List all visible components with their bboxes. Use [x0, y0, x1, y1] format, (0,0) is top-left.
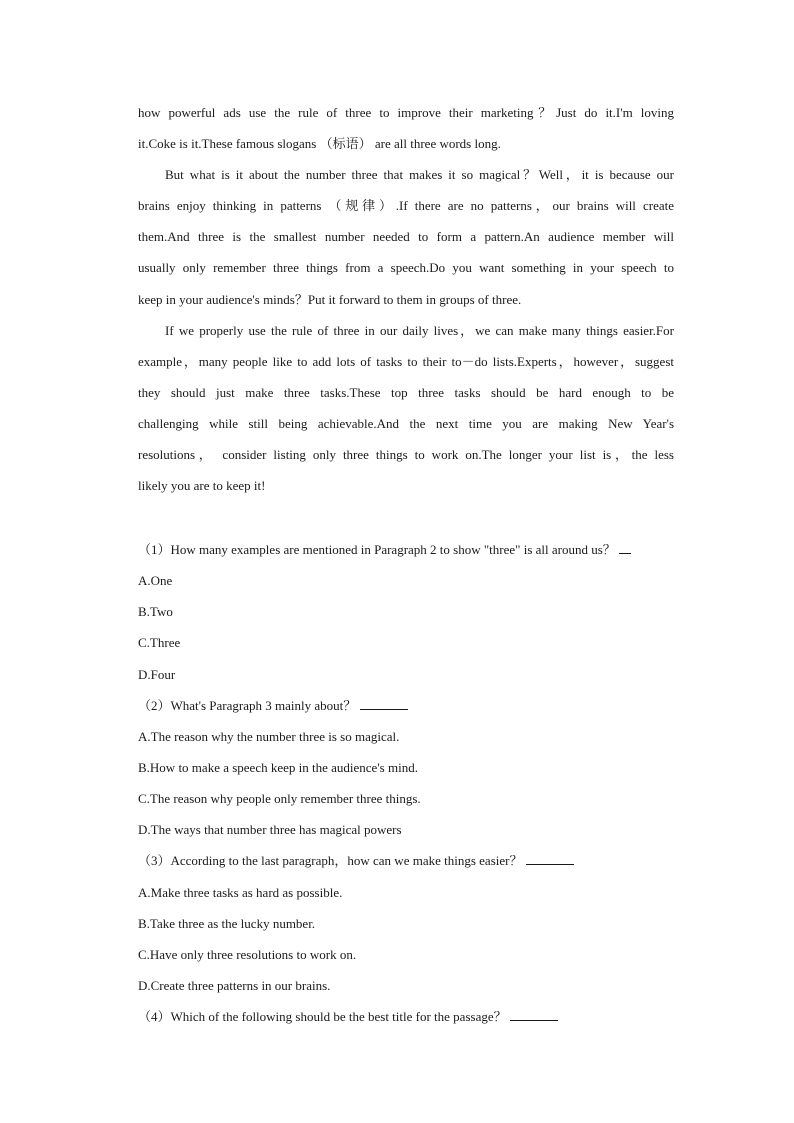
- answer-blank[interactable]: [526, 850, 574, 865]
- option-d[interactable]: D.Create three patterns in our brains.: [138, 977, 331, 993]
- passage-line: challenging while still being achievable.And the next time you are making New Year's: [138, 415, 674, 431]
- question-stem: （2）What's Paragraph 3 mainly about？: [138, 697, 360, 713]
- option-a[interactable]: A.Make three tasks as hard as possible.: [138, 884, 343, 900]
- option-b[interactable]: B.How to make a speech keep in the audience's mind.: [138, 759, 418, 775]
- question-stem: （3）According to the last paragraph，how can we make things easier？: [138, 853, 526, 869]
- answer-blank[interactable]: [360, 695, 408, 710]
- option-c[interactable]: C.Have only three resolutions to work on.: [138, 946, 357, 962]
- option-a[interactable]: A.The reason why the number three is so magical.: [138, 728, 400, 744]
- passage-line: usually only remember three things from a speech.Do you want something in your speech to: [138, 260, 674, 276]
- question-4: [138, 1002, 678, 1033]
- question-3: [138, 846, 678, 877]
- question-list: [138, 535, 678, 1033]
- passage-line: resolutions， consider listing only three things to work on.The longer your list is，the less: [138, 447, 674, 463]
- passage-line: likely you are to keep it!: [138, 478, 266, 494]
- option-c[interactable]: C.Three: [138, 635, 181, 651]
- question-1: [138, 535, 678, 566]
- reading-passage: [138, 98, 674, 502]
- option-b[interactable]: B.Two: [138, 604, 173, 620]
- option-b[interactable]: B.Take three as the lucky number.: [138, 915, 316, 931]
- passage-line: If we properly use the rule of three in our daily lives，we can make many things easier.For: [165, 322, 674, 338]
- passage-line: it.Coke is it.These famous slogans （标语） are all three words long.: [138, 136, 501, 152]
- passage-line: keep in your audience's minds？Put it forward to them in groups of three.: [138, 291, 522, 307]
- passage-line: them.And three is the smallest number needed to form a pattern.An audience member will: [138, 229, 674, 245]
- option-a[interactable]: A.One: [138, 573, 173, 589]
- option-d[interactable]: D.Four: [138, 666, 176, 682]
- option-c[interactable]: C.The reason why people only remember three things.: [138, 791, 421, 807]
- option-d[interactable]: D.The ways that number three has magical powers: [138, 822, 402, 838]
- passage-line: brains enjoy thinking in patterns （规律）.If there are no patterns，our brains will create: [138, 198, 674, 214]
- passage-line: they should just make three tasks.These top three tasks should be hard enough to be: [138, 384, 674, 400]
- passage-line: But what is it about the number three that makes it so magical？Well，it is because our: [165, 167, 674, 183]
- question-2: [138, 691, 678, 722]
- passage-line: how powerful ads use the rule of three to improve their marketing？Just do it.I'm loving: [138, 105, 674, 120]
- passage-line: example，many people like to add lots of tasks to their to－do lists.Experts，however，suggest: [138, 353, 674, 369]
- answer-blank[interactable]: [510, 1006, 558, 1021]
- answer-blank[interactable]: [619, 539, 631, 554]
- question-stem: （1）How many examples are mentioned in Paragraph 2 to show "three" is all around us？: [138, 542, 620, 557]
- question-stem: （4）Which of the following should be the best title for the passage？: [138, 1009, 510, 1025]
